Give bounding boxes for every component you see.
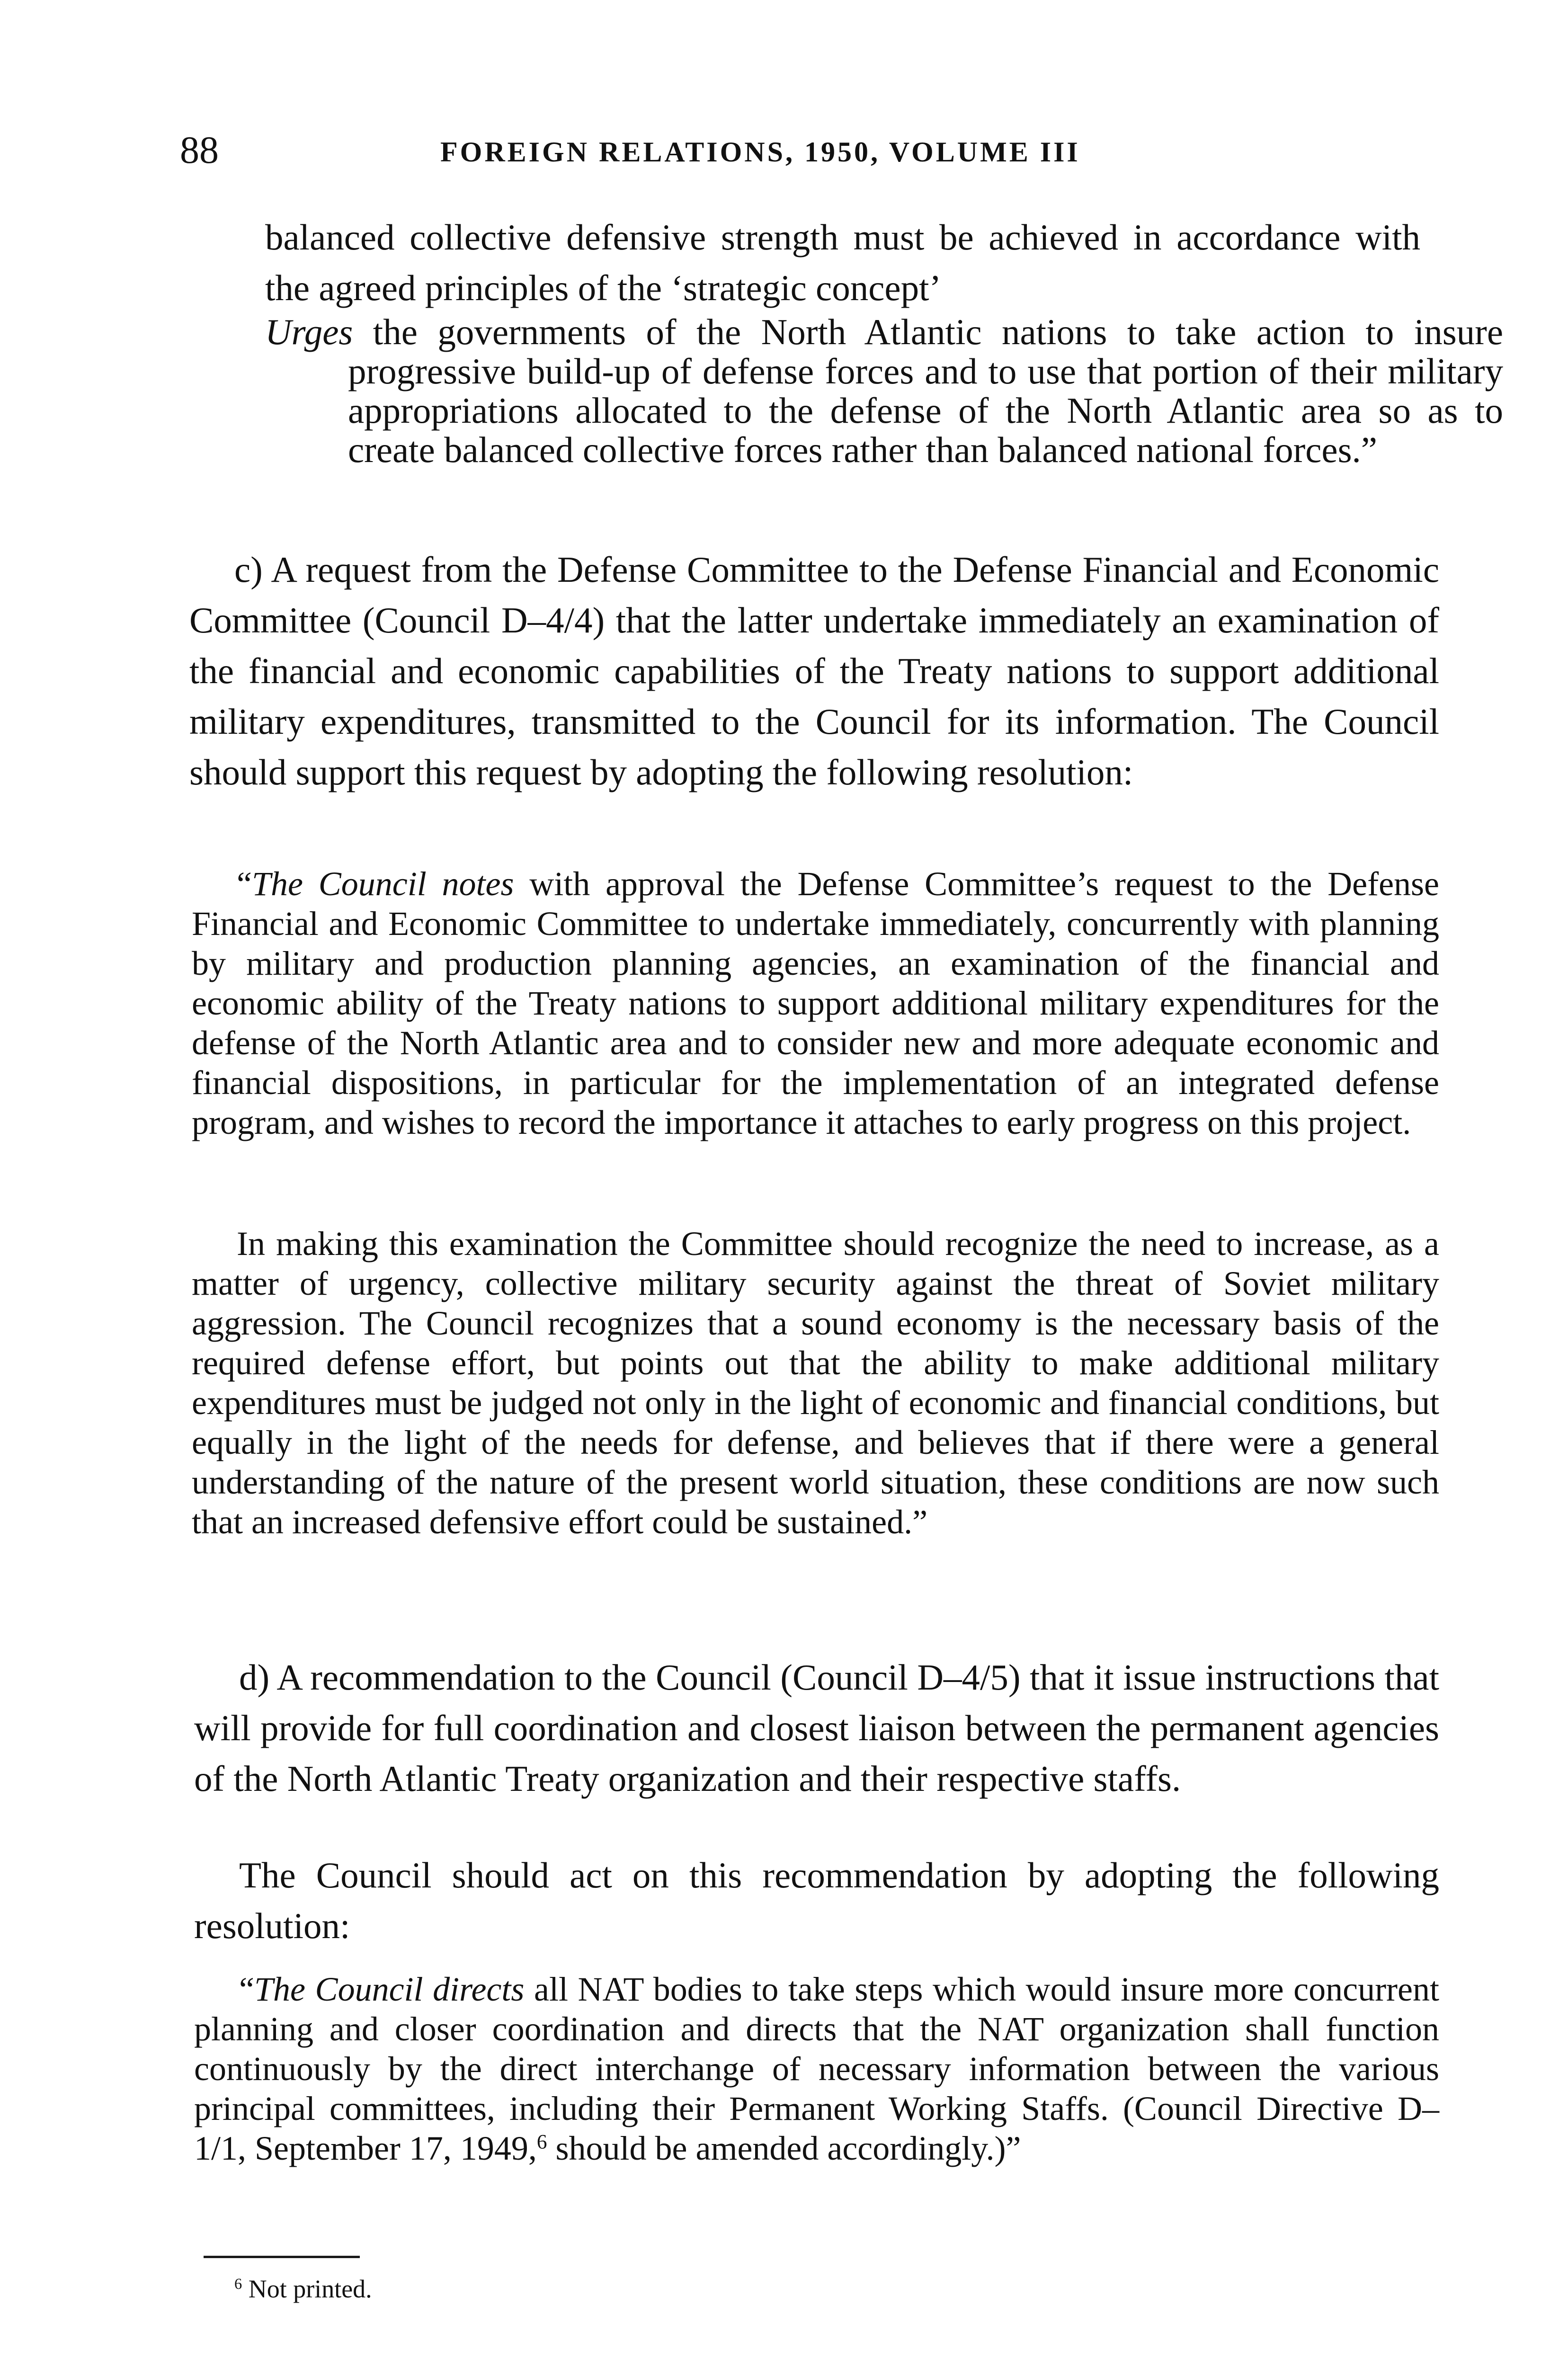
council-directs-text: all NAT bodies to take steps which would insure more concurrent planning and closer coordination and directs that the NAT organization shall function continuously by the direct interchange of necessary information between the various principal committees, including their Permanent Working Staffs. (Council Directive D–1/1, September 17, 1949, xyxy=(194,1970,1439,2167)
council-notes-resolution xyxy=(192,864,1439,1142)
running-head: FOREIGN RELATIONS, 1950, VOLUME III xyxy=(440,136,1080,168)
footnote-divider xyxy=(204,2256,360,2258)
paragraph-c xyxy=(189,544,1439,798)
urges-text: the governments of the North Atlantic nations to take action to insure progressive build-up of defense forces and to use that portion of their military appropriations allocated to the defense of the North Atlantic area so as to create balanced collective forces rather than balanced national forces.” xyxy=(348,311,1503,470)
council-action-paragraph xyxy=(194,1850,1439,1951)
quote-open-d: “ xyxy=(239,1970,254,2008)
paragraph-c-text: c) A request from the Defense Committee to the Defense Financial and Economic Committee (Council D–4/4) that the latter undertake immediately an examination of the financial and economic capabilities of the Treaty nations to support additional military expenditures, transmitted to the Council for its information. The Council should support this request by adopting the following resolution: xyxy=(189,549,1439,792)
footnote-marker: 6 xyxy=(234,2276,242,2293)
page-header xyxy=(180,124,1468,176)
council-notes-text: with approval the Defense Committee’s request to the Defense Financial and Economic Committee to undertake immediately, concurrently with planning by military and production planning agencies, an examination of the financial and economic ability of the Treaty nations to support additional military expenditures for the defense of the North Atlantic area and to consider new and more adequate economic and financial dispositions, in particular for the implementation of an integrated defense program, and wishes to record the importance it attaches to early progress on this project. xyxy=(192,865,1440,1141)
footnote-text: Not printed. xyxy=(242,2275,372,2303)
continued-text: balanced collective defensive strength must be achieved in accordance with the agreed principles of the ‘strategic concept’ xyxy=(265,217,1420,308)
urges-clause xyxy=(265,312,1503,470)
council-notes-paragraph-2 xyxy=(192,1224,1439,1542)
page-number: 88 xyxy=(180,128,219,171)
council-notes-italic: The Council notes xyxy=(251,865,514,903)
urges-word: Urges xyxy=(265,311,353,352)
resolution-continuation xyxy=(265,212,1420,313)
council-directs-text-end: should be amended accordingly.)” xyxy=(547,2129,1021,2167)
paragraph-d-text: d) A recommendation to the Council (Council D–4/5) that it issue instructions that will provide for full coordination and closest liaison between the permanent agencies of the North Atlantic Treaty organization and their respective staffs. xyxy=(194,1657,1439,1799)
council-notes-paragraph-2-text: In making this examination the Committee should recognize the need to increase, as a matter of urgency, collective military security against the threat of Soviet military aggression. The Council recognizes that a sound economy is the necessary basis of the required defense effort, but points out that the ability to make additional military expenditures must be judged not only in the light of economic and financial conditions, but equally in the light of the needs for defense, and believes that if there were a general understanding of the nature of the present world situation, these conditions are now such that an increased defensive effort could be sustained.” xyxy=(192,1225,1439,1541)
quote-open: “ xyxy=(237,865,252,903)
footnote xyxy=(234,2268,372,2310)
footnote-reference: 6 xyxy=(536,2131,547,2153)
council-directs-resolution xyxy=(194,1969,1439,2168)
paragraph-d xyxy=(194,1652,1439,1804)
council-action-text: The Council should act on this recommendation by adopting the following resolution: xyxy=(194,1855,1439,1946)
council-directs-italic: The Council directs xyxy=(254,1970,525,2008)
